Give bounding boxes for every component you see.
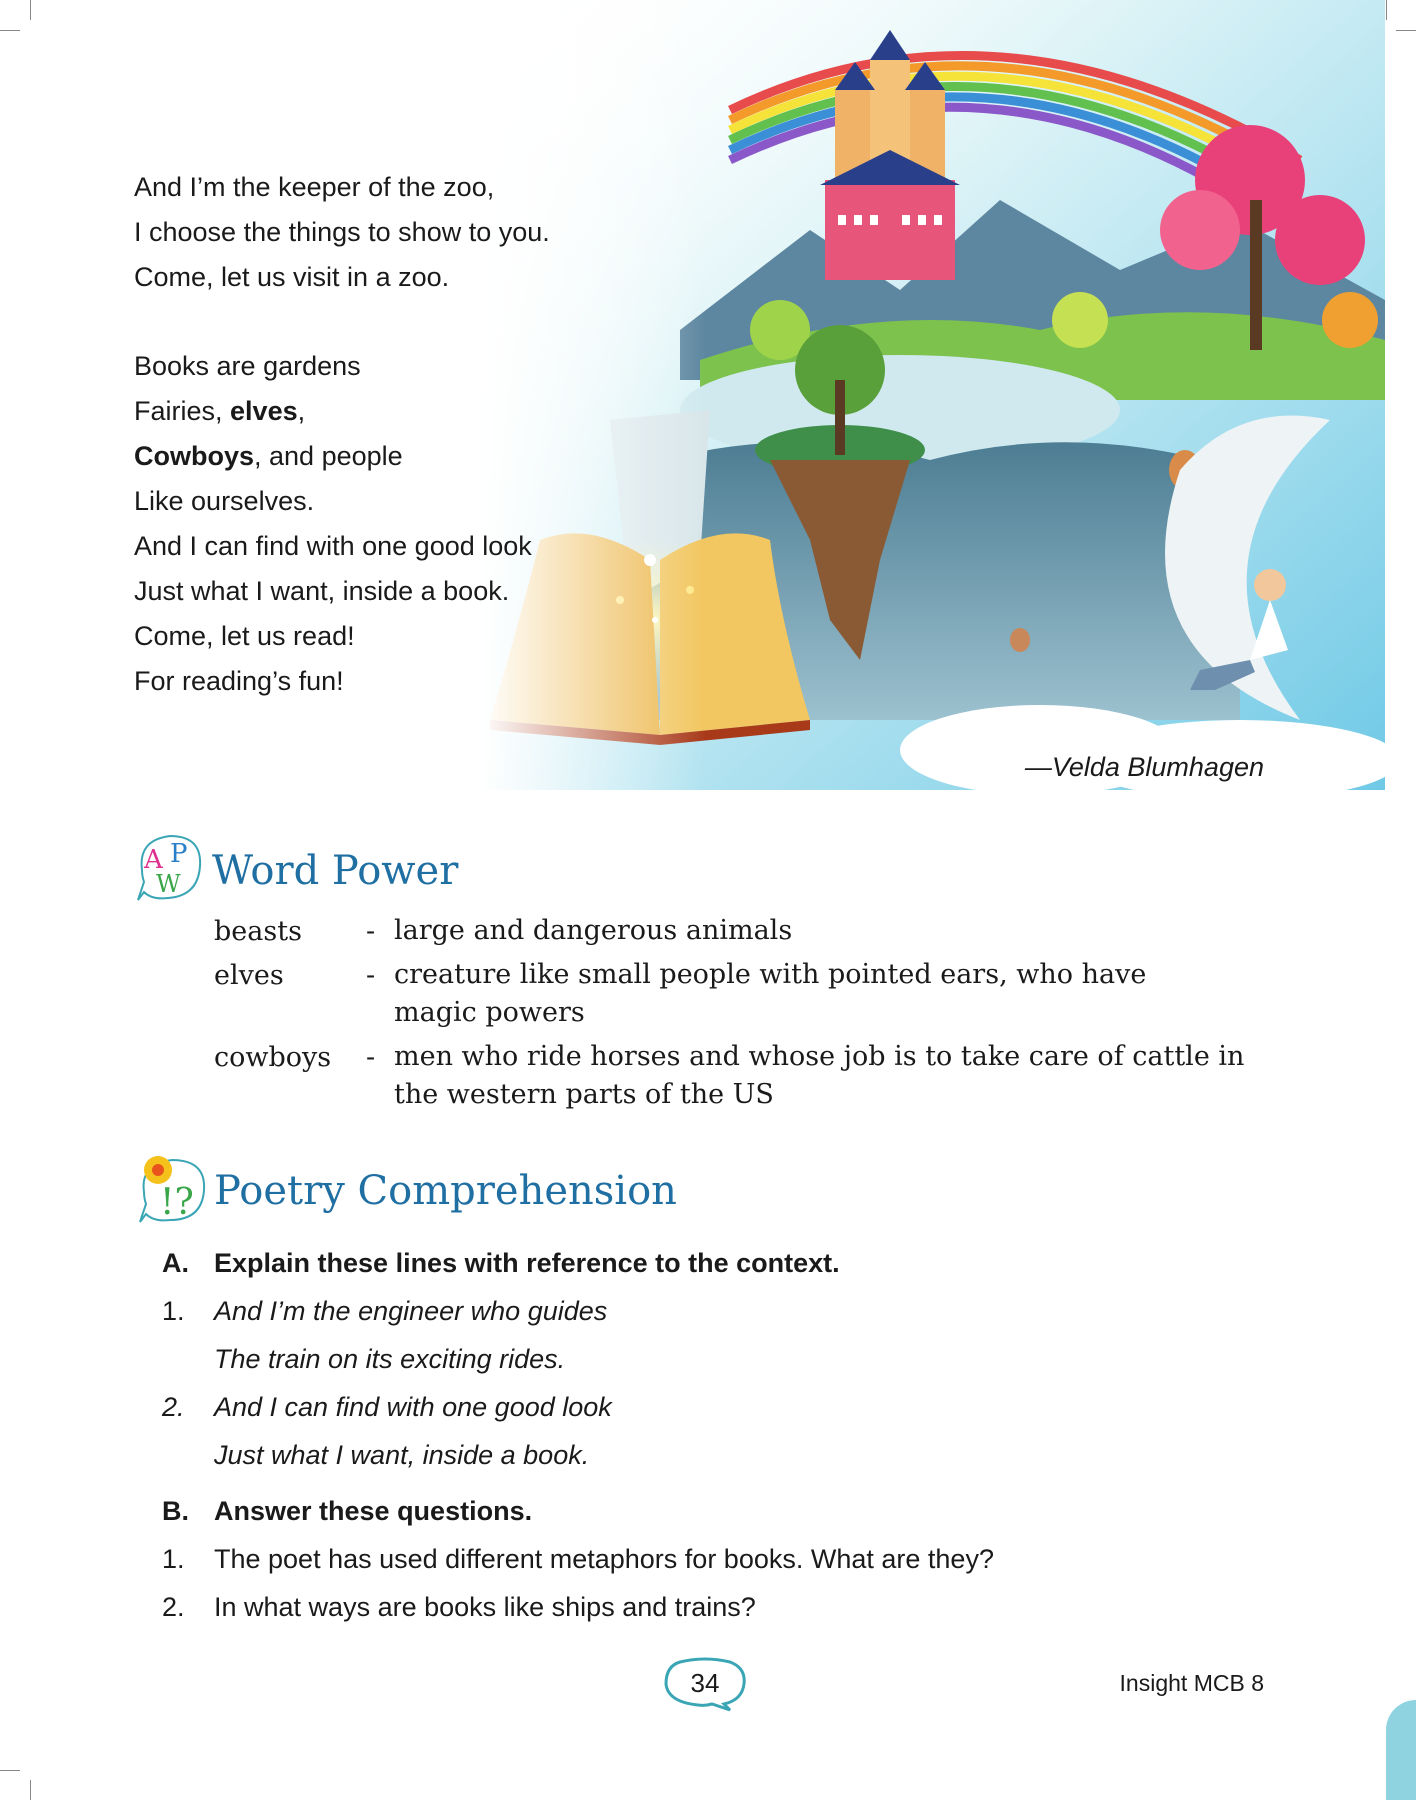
page-number: 34: [690, 1668, 720, 1698]
crop-mark: [1396, 30, 1416, 31]
word-definition: large and dangerous animals: [394, 915, 793, 946]
word-dash: -: [366, 1042, 376, 1073]
icon-letter: W: [156, 870, 181, 898]
poem-text: Fairies,: [134, 396, 231, 426]
book-title: Insight MCB 8: [1119, 1670, 1264, 1696]
question-number: 1.: [162, 1296, 185, 1326]
poem-text: ,: [297, 396, 306, 426]
section-label: B.: [162, 1496, 189, 1526]
question-number: 2.: [162, 1392, 185, 1422]
quoted-line: And I can find with one good look: [214, 1392, 612, 1422]
poem-text: , and people: [254, 441, 403, 471]
crop-mark: [0, 30, 20, 31]
word-definition: men who ride horses and whose job is to take care of cattle in the western parts of the US: [394, 1041, 1245, 1110]
word-definition: creature like small people with pointed ears, who have magic powers: [394, 959, 1147, 1028]
question-text: In what ways are books like ships and trains?: [214, 1592, 756, 1622]
quoted-line: And I’m the engineer who guides: [214, 1296, 608, 1326]
word-power-icon: [134, 830, 208, 904]
comprehension-title: Poetry Comprehension: [214, 1168, 677, 1214]
poem-line: Books are gardens: [134, 351, 361, 381]
section-label: A.: [162, 1248, 189, 1278]
poem-line: Just what I want, inside a book.: [134, 576, 510, 606]
icon-text: !?: [160, 1182, 194, 1223]
crop-mark: [1386, 0, 1387, 20]
poem-line: [134, 394, 305, 428]
poem-bold-word: elves: [230, 396, 298, 426]
poem-bold-word: Cowboys: [134, 441, 255, 471]
crop-mark: [30, 0, 31, 20]
section-heading: Answer these questions.: [214, 1496, 533, 1526]
section-heading: Explain these lines with reference to the context.: [214, 1248, 840, 1278]
icon-letter: P: [170, 839, 188, 869]
quoted-line: Just what I want, inside a book.: [214, 1440, 590, 1470]
question-number: 2.: [162, 1592, 185, 1622]
word-term: elves: [214, 960, 284, 991]
quoted-line: The train on its exciting rides.: [214, 1344, 566, 1374]
crop-mark: [30, 1780, 31, 1800]
question-text: The poet has used different metaphors for books. What are they?: [214, 1544, 994, 1574]
crop-mark: [0, 1770, 20, 1771]
word-term: cowboys: [214, 1042, 332, 1073]
poem-line: Like ourselves.: [134, 486, 315, 516]
poem-line: I choose the things to show to you.: [134, 217, 550, 247]
word-term: beasts: [214, 916, 302, 947]
question-number: 1.: [162, 1544, 185, 1574]
poem-line: Come, let us visit in a zoo.: [134, 262, 450, 292]
poem-line: For reading’s fun!: [134, 666, 344, 696]
corner-tab: [1386, 1700, 1416, 1800]
poem-author: —Velda Blumhagen: [1024, 752, 1264, 782]
comprehension-icon: [134, 1150, 212, 1226]
poem-line: And I can find with one good look: [134, 531, 532, 561]
fantasy-illustration: [480, 0, 1385, 790]
word-dash: -: [366, 916, 376, 947]
word-dash: -: [366, 960, 376, 991]
icon-letter: A: [144, 845, 163, 875]
poem-line: And I’m the keeper of the zoo,: [134, 172, 495, 202]
poem-line: [134, 439, 403, 473]
illustration-svg: [480, 0, 1385, 790]
word-power-title: Word Power: [212, 848, 459, 894]
poem-line: Come, let us read!: [134, 621, 355, 651]
